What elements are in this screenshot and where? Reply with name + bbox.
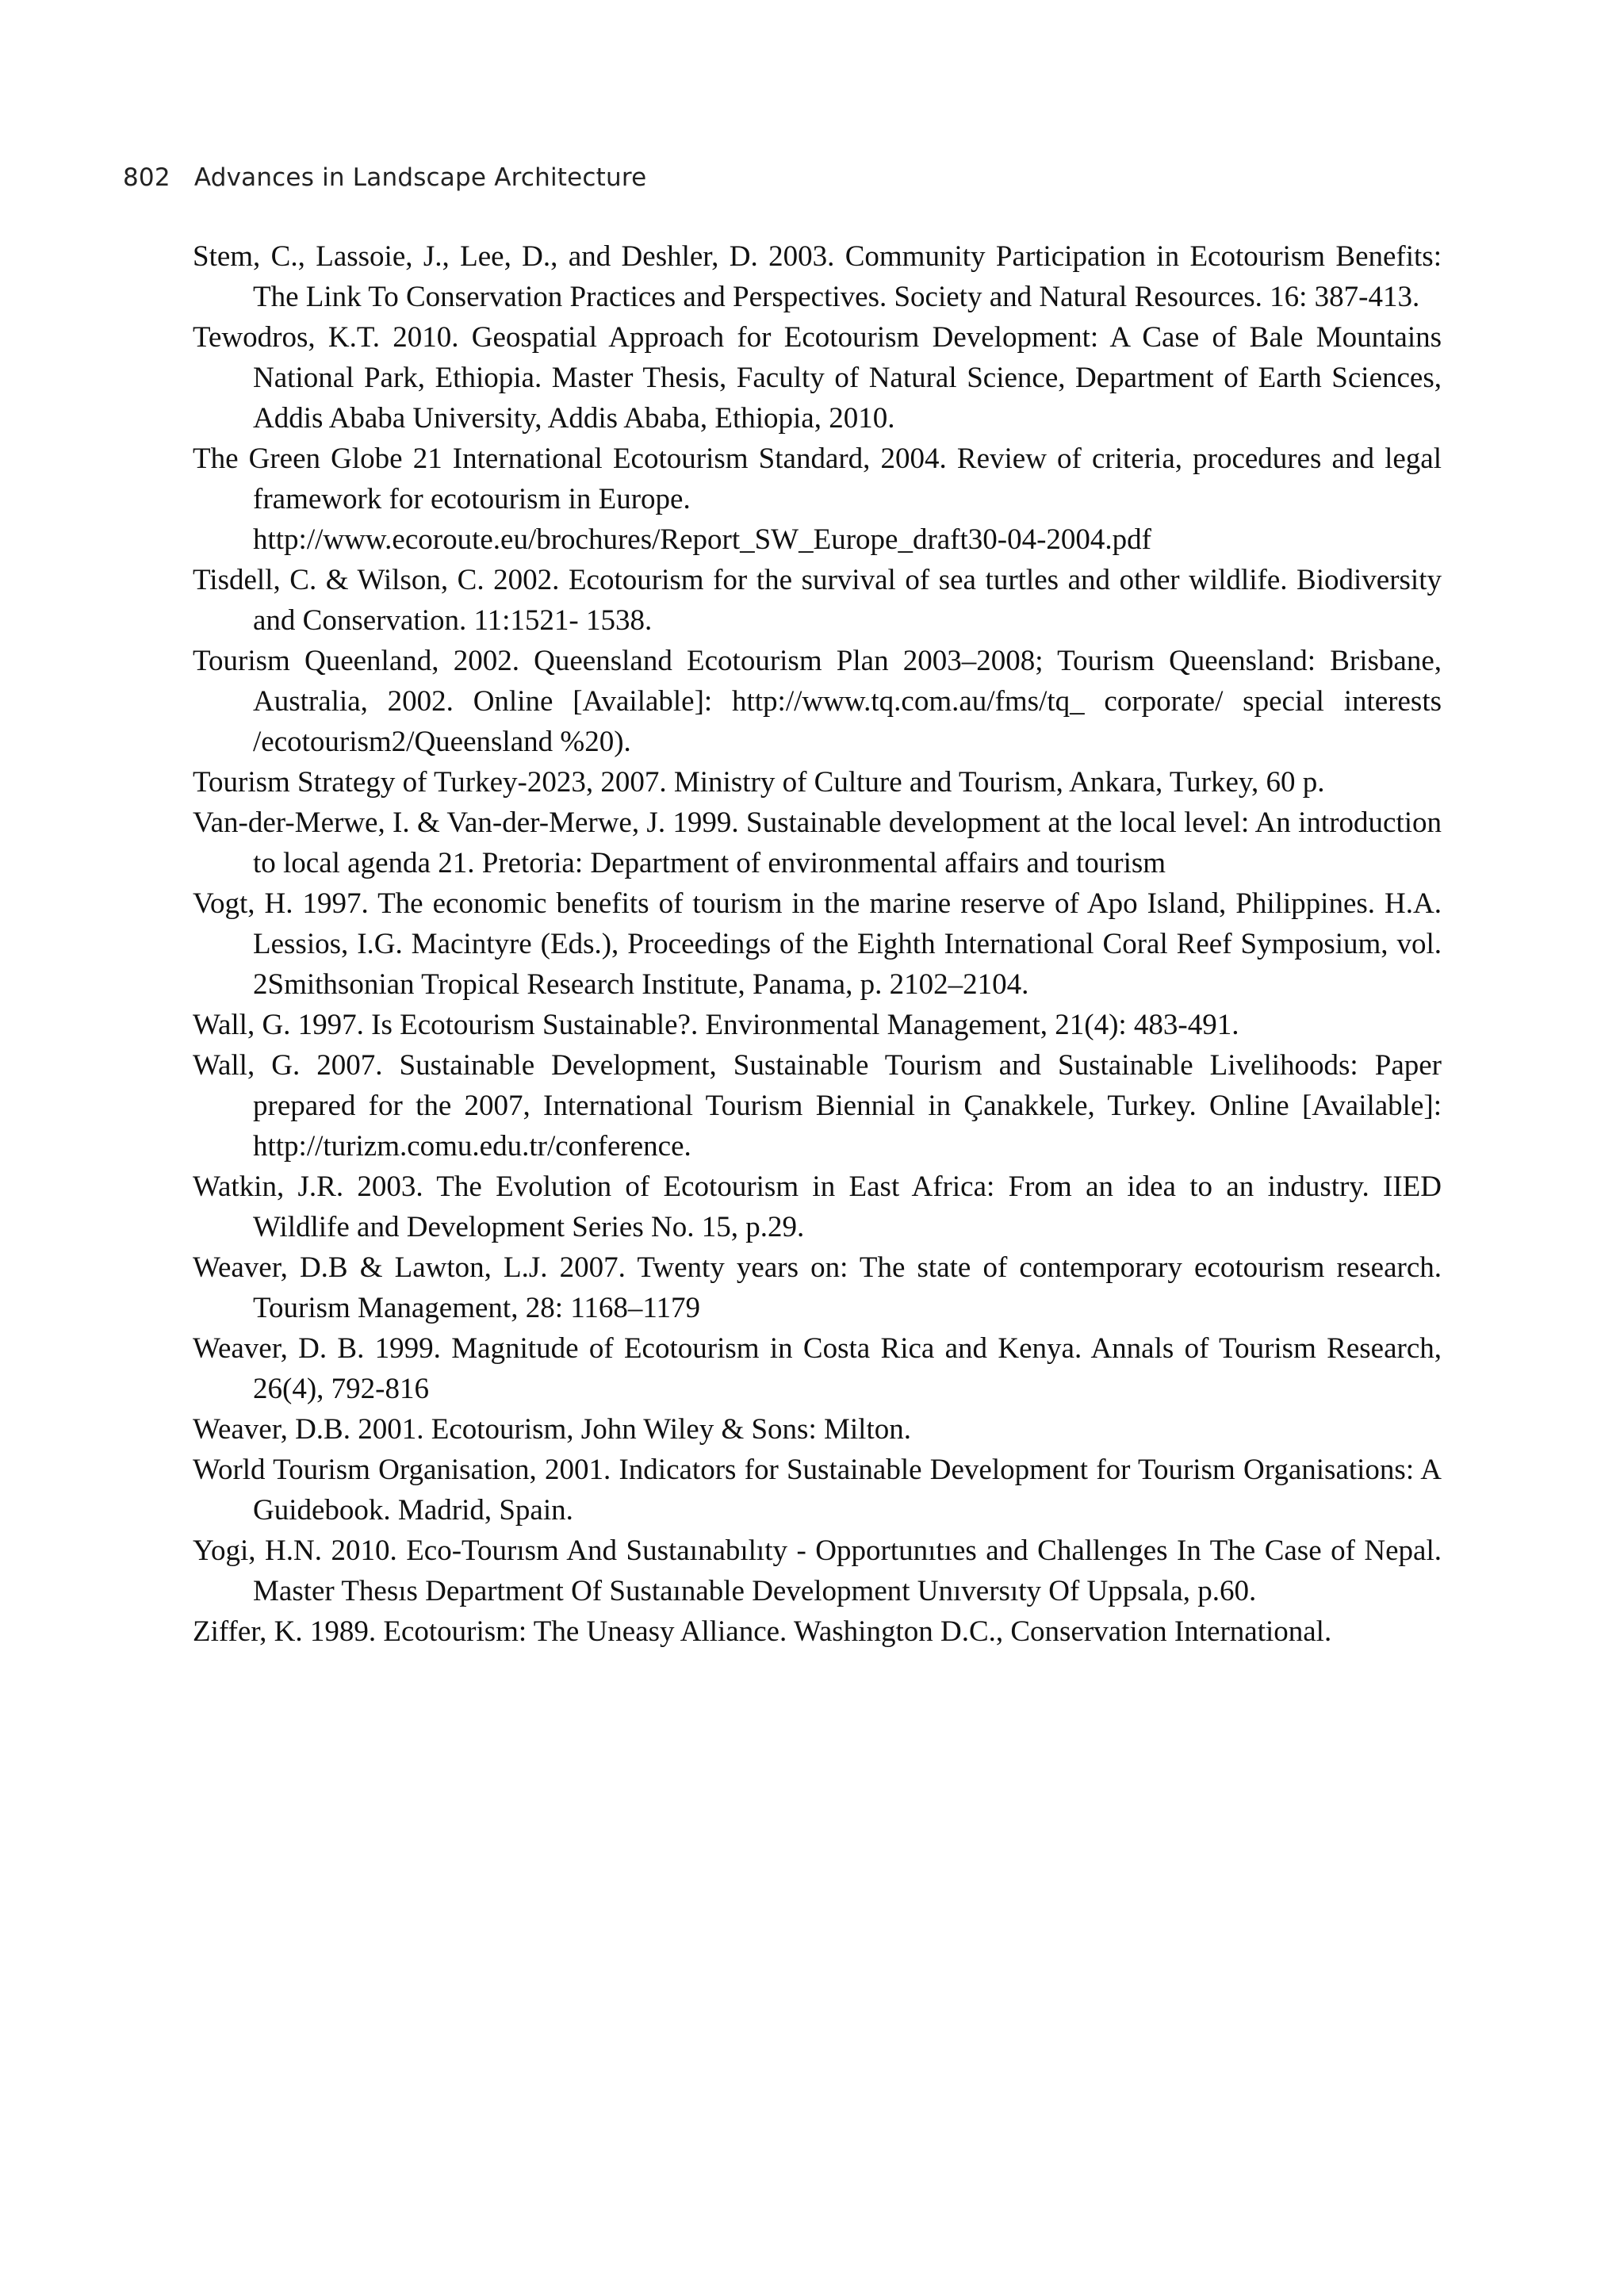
reference-entry <box>193 1005 1442 1045</box>
reference-entry <box>193 641 1442 762</box>
reference-text: The Green Globe 21 International Ecotourism Standard, 2004. Review of criteria, procedures and legal framework for ecotourism in Europe. <box>193 442 1442 515</box>
reference-text: Weaver, D.B & Lawton, L.J. 2007. Twenty years on: The state of contemporary ecotourism research. Tourism Management, 28: 1168–1179 <box>193 1251 1442 1324</box>
reference-text: Watkin, J.R. 2003. The Evolution of Ecotourism in East Africa: From an idea to an industry. IIED Wildlife and Development Series No. 15, p.29. <box>193 1170 1442 1243</box>
reference-entry <box>193 1611 1442 1652</box>
reference-url[interactable]: http://www.ecoroute.eu/brochures/Report_SW_Europe_draft30-04-2004.pdf <box>253 523 1151 556</box>
running-header <box>123 163 646 192</box>
reference-text: Tourism Strategy of Turkey-2023, 2007. Ministry of Culture and Tourism, Ankara, Turkey, 60 p. <box>193 766 1325 799</box>
reference-text: World Tourism Organisation, 2001. Indicators for Sustainable Development for Tourism Organisations: A Guidebook. Madrid, Spain. <box>193 1454 1442 1527</box>
reference-entry <box>193 1247 1442 1328</box>
reference-list <box>193 236 1442 1652</box>
reference-text: Ziffer, K. 1989. Ecotourism: The Uneasy Alliance. Washington D.C., Conservation International. <box>193 1615 1332 1648</box>
reference-entry <box>193 1450 1442 1531</box>
reference-entry <box>193 762 1442 803</box>
reference-text: Wall, G. 2007. Sustainable Development, Sustainable Tourism and Sustainable Livelihoods: Paper prepared for the 2007, International Tourism Biennial in Çanakkele, Turkey. Online [Available]: http://turizm.comu.edu.tr/conference. <box>193 1049 1442 1163</box>
reference-entry <box>193 1045 1442 1167</box>
reference-entry <box>193 1328 1442 1409</box>
reference-text: Vogt, H. 1997. The economic benefits of tourism in the marine reserve of Apo Island, Philippines. H.A. Lessios, I.G. Macintyre (Eds.), Proceedings of the Eighth International Coral Reef Symposium, vol. 2Smithsonian Tropical Research Institute, Panama, p. 2102–2104. <box>193 887 1442 1001</box>
reference-text: Weaver, D.B. 2001. Ecotourism, John Wiley & Sons: Milton. <box>193 1413 911 1446</box>
reference-entry <box>193 1531 1442 1611</box>
reference-entry <box>193 1409 1442 1450</box>
reference-entry <box>193 1167 1442 1247</box>
reference-text: Weaver, D. B. 1999. Magnitude of Ecotourism in Costa Rica and Kenya. Annals of Tourism Research, 26(4), 792-816 <box>193 1332 1442 1405</box>
reference-text: Wall, G. 1997. Is Ecotourism Sustainable?. Environmental Management, 21(4): 483-491. <box>193 1009 1239 1041</box>
reference-text: Tisdell, C. & Wilson, C. 2002. Ecotourism for the survival of sea turtles and other wildlife. Biodiversity and Conservation. 11:1521- 1538. <box>193 564 1442 637</box>
reference-text: Tewodros, K.T. 2010. Geospatial Approach for Ecotourism Development: A Case of Bale Mountains National Park, Ethiopia. Master Thesis, Faculty of Natural Science, Department of Earth Sciences, Addis Ababa University, Addis Ababa, Ethiopia, 2010. <box>193 321 1442 435</box>
page-number: 802 <box>123 163 170 192</box>
reference-entry <box>193 439 1442 560</box>
reference-text: Stem, C., Lassoie, J., Lee, D., and Deshler, D. 2003. Community Participation in Ecotourism Benefits: The Link To Conservation Practices and Perspectives. Society and Natural Resources. 16: 387-413. <box>193 240 1442 313</box>
reference-entry <box>193 560 1442 641</box>
reference-text: Van-der-Merwe, I. & Van-der-Merwe, J. 1999. Sustainable development at the local level: An introduction to local agenda 21. Pretoria: Department of environmental affairs and tourism <box>193 806 1442 879</box>
reference-text: Tourism Queenland, 2002. Queensland Ecotourism Plan 2003–2008; Tourism Queensland: Brisbane, Australia, 2002. Online [Available]: http://www.tq.com.au/fms/tq_ corporate/ special interests /ecotourism2/Queensland %20). <box>193 645 1442 758</box>
reference-entry <box>193 883 1442 1005</box>
reference-entry <box>193 803 1442 883</box>
reference-entry <box>193 236 1442 317</box>
reference-entry <box>193 317 1442 439</box>
reference-text: Yogi, H.N. 2010. Eco-Tourısm And Sustaınabılıty - Opportunıtıes and Challenges In The Case of Nepal. Master Thesıs Department Of Sustaınable Development Unıversıty Of Uppsala, p.60. <box>193 1534 1442 1607</box>
running-title: Advances in Landscape Architecture <box>193 163 647 192</box>
